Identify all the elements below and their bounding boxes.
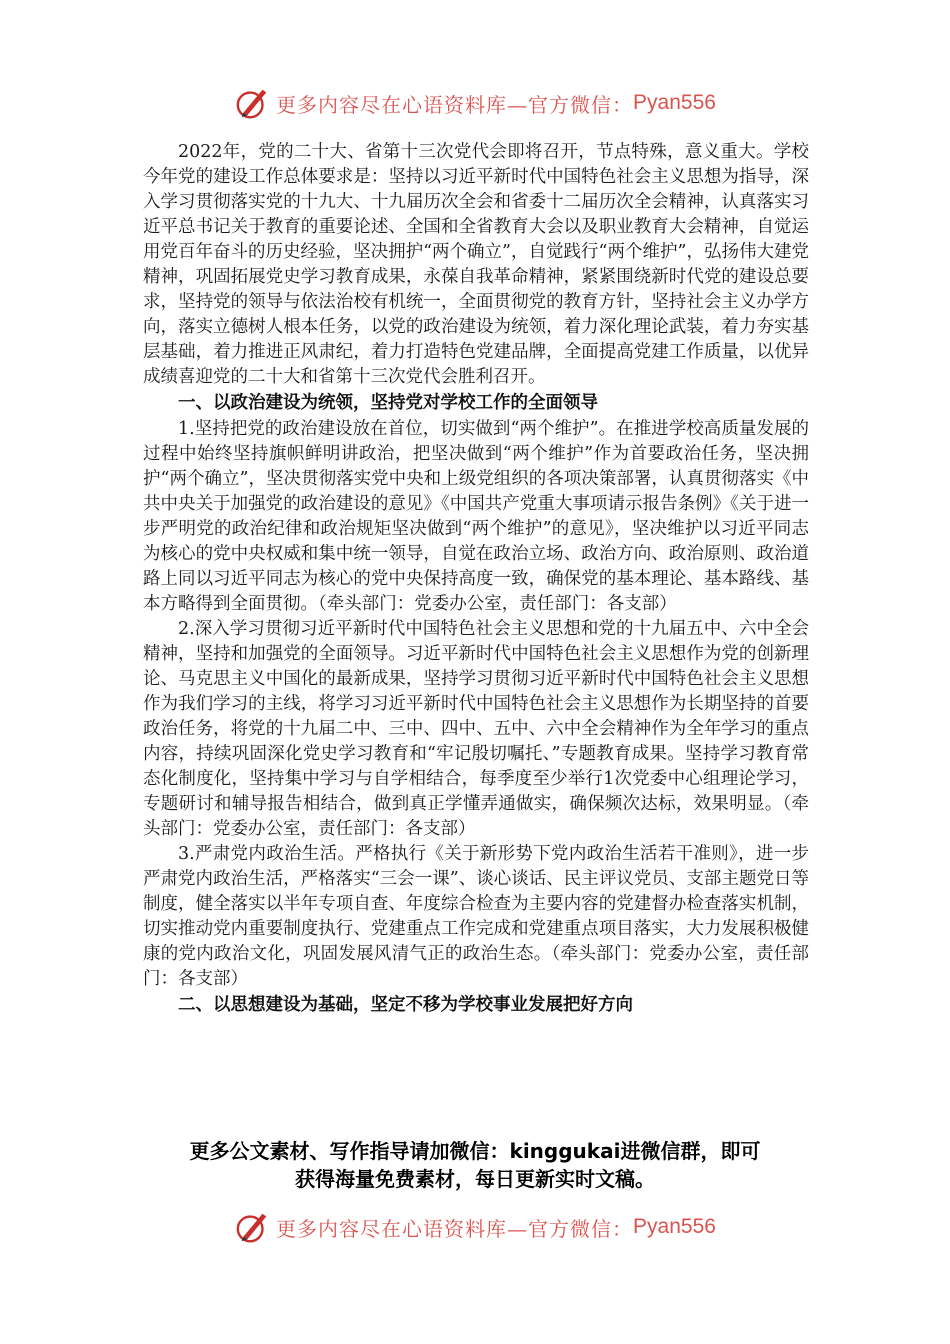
watermark-text: 更多内容尽在心语资料库—官方微信： <box>276 92 634 117</box>
watermark-header <box>0 84 950 122</box>
watermark-footer <box>0 1208 950 1246</box>
promo-block <box>0 1137 950 1193</box>
promo-line-2: 获得海量免费素材，每日更新实时文稿。 <box>295 1167 655 1191</box>
intro-paragraph: 2022年，党的二十大、省第十三次党代会即将召开，节点特殊，意义重大。学校今年党的建设工作总体要求是：坚持以习近平新时代中国特色社会主义思想为指导，深入学习贯彻落实党的十九大、十九届历次全会和省委十二届历次全会精神，认真落实习近平总书记关于教育的重要论述、全国和全省教育大会以及职业教育大会精神，自觉运用党百年奋斗的历史经验，坚决拥护“两个确立”，自觉践行“两个维护”，弘扬伟大建党精神，巩固拓展党史学习教育成果，永葆自我革命精神，紧紧围绕新时代党的建设总要求，坚持党的领导与依法治校有机统一，全面贯彻党的教育方针，坚持社会主义办学方向，落实立德树人根本任务，以党的政治建设为统领，着力深化理论武装，着力夯实基层基础，着力推进正风肃纪，着力打造特色党建品牌，全面提高党建工作质量，以优异成绩喜迎党的二十大和省第十三次党代会胜利召开。 <box>143 142 809 387</box>
watermark-text: 更多内容尽在心语资料库—官方微信： <box>276 1216 634 1241</box>
item-1-paragraph: 1.坚持把党的政治建设放在首位，切实做到“两个维护”。在推进学校高质量发展的过程中始终坚持旗帜鲜明讲政治，把坚决做到“两个维护”作为首要政治任务，坚决拥护“两个确立”，坚决贯彻落实党中央和上级党组织的各项决策部署，认真贯彻落实《中共中央关于加强党的政治建设的意见》《中国共产党重大事项请示报告条例》《关于进一步严明党的政治纪律和政治规矩坚决做到“两个维护”的意见》，坚决维护以习近平同志为核心的党中央权威和集中统一领导，自觉在政治立场、政治方向、政治原则、政治道路上同以习近平同志为核心的党中央保持高度一致，确保党的基本理论、基本路线、基本方略得到全面贯彻。（牵头部门：党委办公室，责任部门：各支部） <box>143 419 809 614</box>
watermark-wechat-id: Pyan556 <box>633 1215 716 1238</box>
watermark-wechat-id: Pyan556 <box>633 91 716 114</box>
item-2-paragraph: 2.深入学习贯彻习近平新时代中国特色社会主义思想和党的十九届五中、六中全会精神，坚持和加强党的全面领导。习近平新时代中国特色社会主义思想作为党的创新理论、马克思主义中国化的最新成果，坚持学习贯彻习近平新时代中国特色社会主义思想作为我们学习的主线，将学习习近平新时代中国特色社会主义思想作为长期坚持的首要政治任务，将党的十九届二中、三中、四中、五中、六中全会精神作为全年学习的重点内容，持续巩固深化党史学习教育和“牢记殷切嘱托、”专题教育成果。坚持学习教育常态化制度化，坚持集中学习与自学相结合，每季度至少举行1次党委中心组理论学习，专题研讨和辅导报告相结合，做到真正学懂弄通做实，确保频次达标，效果明显。（牵头部门：党委办公室，责任部门：各支部） <box>143 619 809 839</box>
section-heading-1: 一、以政治建设为统领，坚持党对学校工作的全面领导 <box>178 393 598 413</box>
pen-logo-icon <box>234 1208 272 1246</box>
item-3-paragraph: 3.严肃党内政治生活。严格执行《关于新形势下党内政治生活若干准则》，进一步严肃党内政治生活，严格落实“三会一课”、谈心谈话、民主评议党员、支部主题党日等制度，健全落实以半年专项自查、年度综合检查为主要内容的党建督办检查落实机制，切实推动党内重要制度执行、党建重点工作完成和党建重点项目落实，大力发展积极健康的党内政治文化，巩固发展风清气正的政治生态。（牵头部门：党委办公室，责任部门：各支部） <box>143 844 809 989</box>
pen-logo-icon <box>234 84 272 122</box>
section-heading-2: 二、以思想建设为基础，坚定不移为学校事业发展把好方向 <box>178 995 633 1015</box>
document-body <box>143 140 809 1019</box>
promo-line-1: 更多公文素材、写作指导请加微信：kinggukai进微信群，即可 <box>189 1139 761 1163</box>
